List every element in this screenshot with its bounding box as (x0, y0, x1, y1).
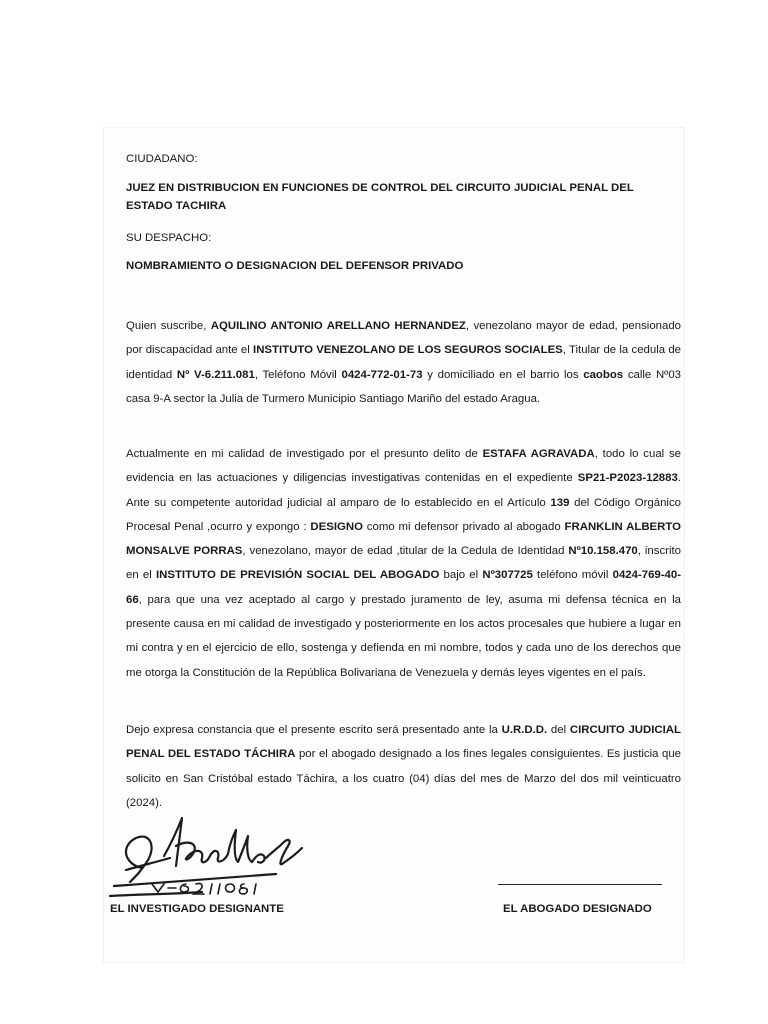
text-span: Actualmente en mi calidad de investigado por el presunto delito de (126, 448, 483, 460)
bold-span: ESTAFA AGRAVADA (482, 448, 595, 460)
bold-span: Nº307725 (482, 569, 533, 582)
text-span: teléfono móvil (532, 569, 613, 582)
bold-span: U.R.D.D. (501, 724, 548, 736)
text-span: del Código Orgánico Procesal Penal ,ocurro y expongo : (126, 496, 681, 533)
bold-span: SP21-P2023-12883 (577, 472, 678, 485)
text-span: como mi defensor privado al abogado (362, 520, 565, 533)
lawyer-signature-line (498, 884, 662, 885)
text-span: por el abogado designado a los fines legales consiguientes. Es justicia que solicito en San Cristóbal estado Táchira, a los cuatro (04) días del mes de Marzo del dos mil veinticuatro (2024). (126, 748, 681, 809)
text-span: , inscrito en el (126, 545, 681, 582)
text-span: y domiciliado en el barrio los (422, 368, 584, 381)
paragraph-identification (126, 314, 681, 411)
text-span: bajo el (439, 569, 483, 582)
text-span: , Teléfono Móvil (254, 368, 342, 381)
bold-span: DESIGNO (310, 520, 363, 533)
text-span: Dejo expresa constancia que el presente escrito será presentado ante la (126, 724, 502, 736)
bold-span: INSTITUTO VENEZOLANO DE LOS SEGUROS SOCIALES (253, 344, 563, 357)
paragraph-designation (126, 442, 681, 685)
text-span: , venezolano mayor de edad, pensionado por discapacidad ante el (126, 320, 682, 357)
bold-span: AQUILINO ANTONIO ARELLANO HERNANDEZ (210, 320, 466, 332)
document-subject: NOMBRAMIENTO O DESIGNACION DEL DEFENSOR PRIVADO (126, 260, 464, 272)
bold-span: 0424-772-01-73 (341, 368, 423, 381)
addressee-judge: JUEZ EN DISTRIBUCION EN FUNCIONES DE CONTROL DEL CIRCUITO JUDICIAL PENAL DEL ESTADO TACHIRA (126, 182, 634, 212)
bold-span: 139 (550, 496, 570, 509)
bold-span: caobos (583, 368, 624, 381)
text-span: Quien suscribe, (126, 320, 211, 332)
text-span: del (547, 724, 570, 736)
bold-span: INSTITUTO DE PREVISIÓN SOCIAL DEL ABOGADO (155, 569, 440, 582)
office-label: SU DESPACHO: (126, 232, 212, 244)
lawyer-signature-caption: EL ABOGADO DESIGNADO (503, 903, 652, 915)
bold-span: CIRCUITO JUDICIAL PENAL DEL ESTADO TÁCHIRA (126, 724, 681, 761)
bold-span: Nº10.158.470 (568, 545, 638, 558)
text-span: , venezolano, mayor de edad ,titular de la Cedula de Identidad (242, 545, 569, 558)
text-span: , todo lo cual se evidencia en las actuaciones y diligencias investigativas contenidas en el expediente (126, 448, 681, 485)
bold-span: 0424-769-40-66 (126, 569, 682, 606)
text-span: , para que una vez aceptado al cargo y prestado juramento de ley, asuma mi defensa técnica en la presente causa en mi calidad de investigado y posteriormente en los actos procesales que hubiere a lugar en mi contra y en el ejercicio de ello, sostenga y defienda en mi nombre, todos y cada uno de los derechos que me otorga la Constitución de la República Bolivariana de Venezuela y demás leyes vigentes en el país. (126, 593, 681, 679)
addressee-label: CIUDADANO: (126, 153, 198, 165)
bold-span: Nº V-6.211.081 (176, 368, 255, 381)
text-span: , Titular de la cedula de identidad (126, 344, 682, 381)
text-span: calle Nº03 casa 9-A sector la Julia de Turmero Municipio Santiago Mariño del estado Aragua. (126, 368, 682, 405)
bold-span: FRANKLIN ALBERTO MONSALVE PORRAS (126, 520, 681, 558)
investigated-signature-caption: EL INVESTIGADO DESIGNANTE (110, 903, 284, 915)
text-span: . Ante su competente autoridad judicial al amparo de lo establecido en el Artículo (126, 472, 681, 509)
paragraph-closing (126, 718, 681, 815)
handwritten-signature (106, 812, 312, 908)
